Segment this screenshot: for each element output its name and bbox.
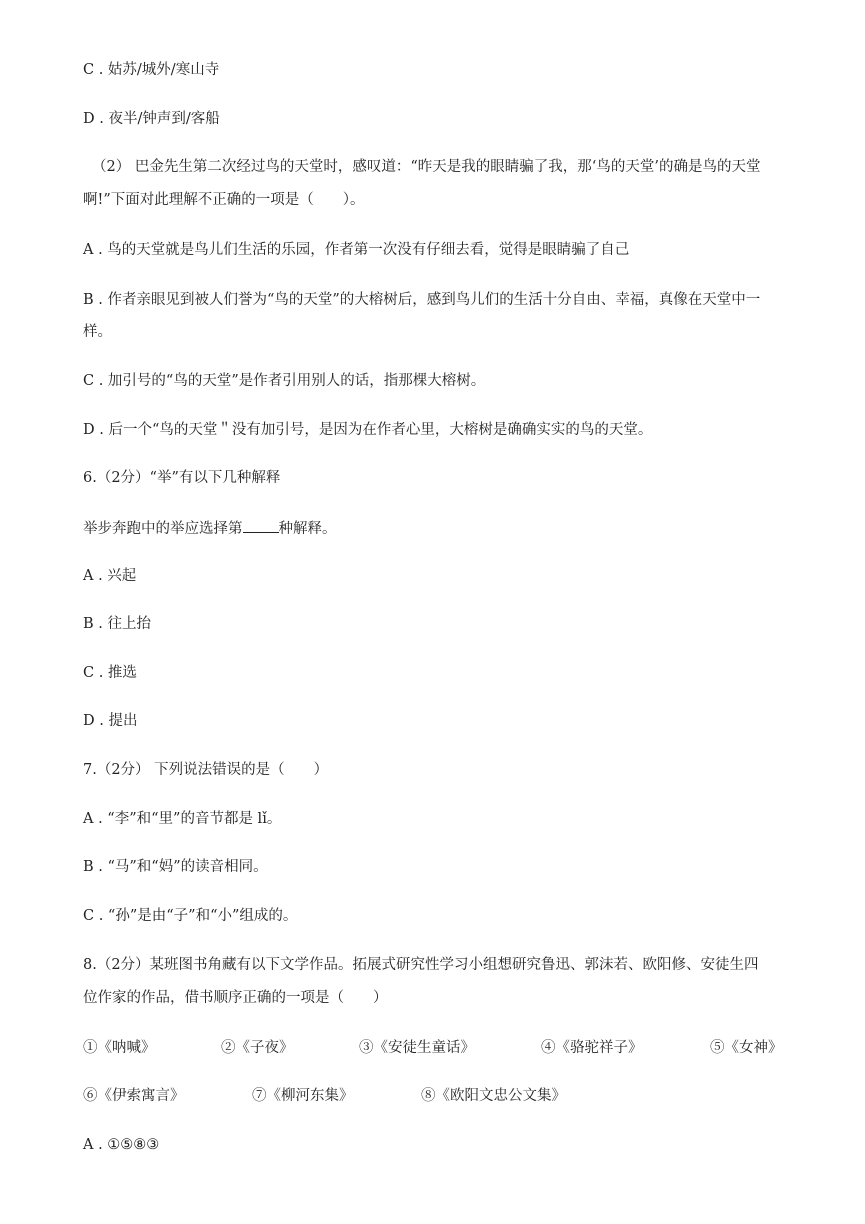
book-item: ⑥《伊索寓言》	[83, 1088, 185, 1104]
book-item: ②《子夜》	[221, 1040, 294, 1056]
question-6-stem	[83, 517, 337, 539]
book-item: ⑦《柳河东集》	[252, 1088, 354, 1104]
subquestion-2-stem-line1: （2） 巴金先生第二次经过鸟的天堂时，感叹道：“昨天是我的眼睛骗了我，那‘鸟的天堂’的确是鸟的天堂	[92, 159, 761, 175]
option-b: B . “马”和“妈”的读音相同。	[83, 859, 268, 875]
option-a: A . “李”和“里”的音节都是 lǐ。	[83, 811, 282, 827]
question-7-head: 7.（2分） 下列说法错误的是（ ）	[83, 762, 329, 778]
question-8-head-line1: 8.（2分）某班图书角藏有以下文学作品。拓展式研究性学习小组想研究鲁迅、郭沫若、欧阳修、安徒生四	[83, 957, 759, 973]
option-b-line2: 样。	[83, 324, 112, 340]
option-a: A . 鸟的天堂就是鸟儿们生活的乐园，作者第一次没有仔细去看，觉得是眼睛骗了自己	[83, 242, 630, 258]
option-a: A . ①⑤⑧③	[83, 1137, 160, 1153]
option-b: B . 往上抬	[83, 616, 151, 632]
book-item: ①《呐喊》	[83, 1040, 156, 1056]
option-d: D . 提出	[83, 713, 138, 729]
question-6-stem-before: 举步奔跑中的举应选择第	[83, 521, 243, 537]
subquestion-2-stem-line2: 啊!”下面对此理解不正确的一项是（ ）。	[83, 192, 365, 208]
book-item: ③《安徒生童话》	[359, 1040, 475, 1056]
answer-blank[interactable]	[243, 517, 279, 533]
book-item: ⑤《女神》	[710, 1040, 783, 1056]
option-d: D . 夜半/钟声到/客船	[83, 111, 220, 127]
question-6-head: 6.（2分）“举”有以下几种解释	[83, 470, 281, 486]
option-b-line1: B . 作者亲眼见到被人们誉为“鸟的天堂”的大榕树后，感到鸟儿们的生活十分自由、幸福，真像在天堂中一	[83, 292, 761, 308]
option-c: C . “孙”是由“子”和“小”组成的。	[83, 908, 298, 924]
option-d: D . 后一个“鸟的天堂＂没有加引号，是因为在作者心里，大榕树是确确实实的鸟的天堂。	[83, 422, 653, 438]
book-item: ⑧《欧阳文忠公文集》	[421, 1088, 566, 1104]
option-a: A . 兴起	[83, 568, 137, 584]
question-6-stem-after: 种解释。	[278, 521, 337, 537]
book-item: ④《骆驼祥子》	[541, 1040, 643, 1056]
option-c: C . 推选	[83, 665, 137, 681]
option-c: C . 加引号的“鸟的天堂”是作者引用别人的话，指那棵大榕树。	[83, 373, 486, 389]
question-8-head-line2: 位作家的作品，借书顺序正确的一项是（ ）	[83, 990, 388, 1006]
option-c: C . 姑苏/城外/寒山寺	[83, 62, 220, 78]
